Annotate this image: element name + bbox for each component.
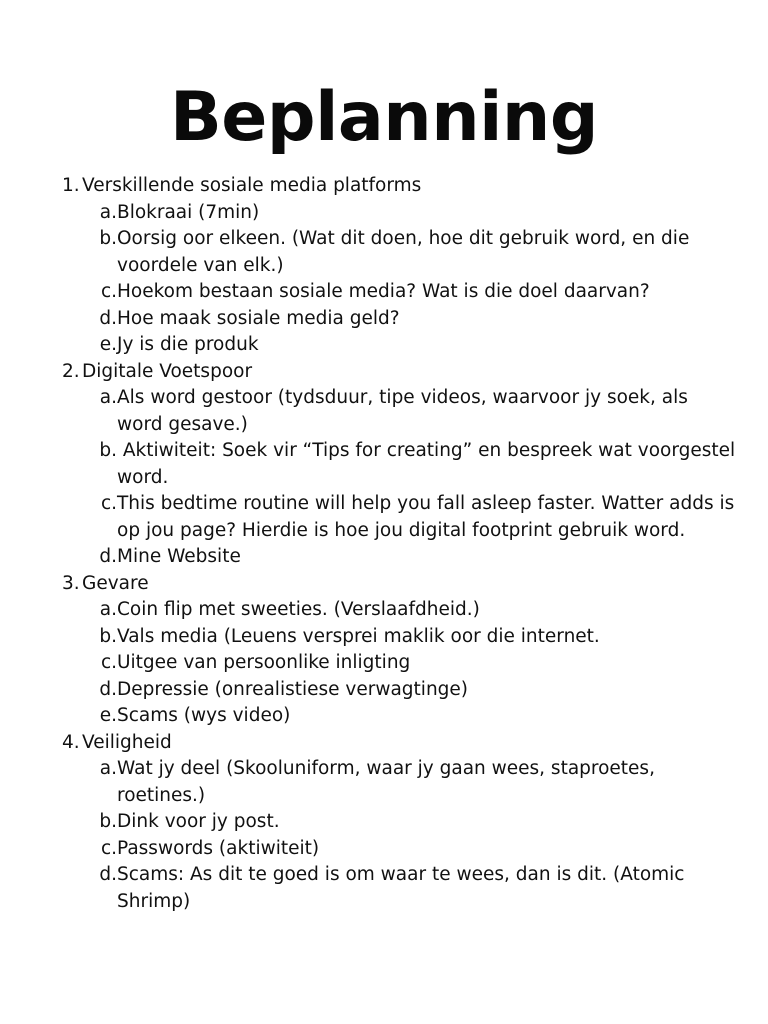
item-text: Scams (wys video) [117, 705, 291, 726]
item-text: Wat jy deel (Skooluniform, waar jy gaan wees, staproetes, roetines.) [117, 758, 655, 806]
item-letter: d. [99, 864, 117, 885]
item-text: Depressie (onrealistiese verwagtinge) [117, 678, 469, 700]
item-text: Jy is die produk [117, 334, 259, 355]
list-item [96, 703, 742, 730]
item-text: Uitgee van persoonlike inligting [117, 652, 411, 673]
item-letter: a. [99, 758, 117, 779]
list-item [96, 624, 742, 651]
list-item [96, 279, 742, 306]
list-item [96, 544, 742, 571]
section-label: Verskillende sosiale media platforms [82, 175, 422, 196]
item-text: Hoekom bestaan sosiale media? Wat is die doel daarvan? [117, 281, 650, 302]
item-text: Blokraai (7min) [117, 201, 260, 223]
item-text: Coin flip met sweeties. (Verslaafdheid.) [117, 599, 480, 620]
outline-section-3 [62, 571, 742, 730]
section-label: Digitale Voetspoor [82, 360, 253, 382]
item-text: This bedtime routine will help you fall asleep faster. Watter adds is op jou page? Hierdie is hoe jou digital footprint gebruik word. [117, 493, 735, 541]
item-letter: b. [99, 625, 117, 647]
list-item [96, 438, 742, 491]
outline-section-1 [62, 173, 742, 359]
item-letter: c. [100, 837, 117, 859]
list-item [96, 836, 742, 863]
item-text: Aktiwiteit: Soek vir “Tips for creating” en bespreek wat voorgestel word. [117, 440, 742, 488]
item-letter: a. [99, 387, 117, 408]
section-heading [62, 173, 742, 200]
section-number: 1. [62, 175, 80, 196]
item-text: Vals media (Leuens versprei maklik oor die internet. [117, 625, 600, 647]
sub-list [96, 200, 742, 359]
section-number: 4. [62, 731, 80, 753]
item-letter: e. [99, 334, 117, 355]
list-item [96, 809, 742, 836]
list-item [96, 862, 742, 915]
list-item [96, 385, 742, 438]
planning-outline [62, 173, 742, 915]
item-letter: e. [99, 705, 117, 726]
item-text: Hoe maak sosiale media geld? [117, 307, 400, 329]
section-heading [62, 359, 742, 386]
section-number: 2. [62, 360, 80, 382]
list-item [96, 332, 742, 359]
list-item [96, 677, 742, 704]
section-heading [62, 571, 742, 598]
sub-list [96, 597, 742, 730]
item-text: Dink voor jy post. [117, 811, 280, 832]
item-letter: a. [99, 599, 117, 620]
item-letter: c. [100, 281, 117, 302]
outline-section-2 [62, 359, 742, 571]
item-letter: d. [99, 307, 117, 329]
item-letter: c. [100, 493, 117, 514]
item-text: Scams: As dit te goed is om waar te wees, dan is dit. (Atomic Shrimp) [117, 864, 685, 912]
list-item [96, 597, 742, 624]
item-letter: c. [100, 652, 117, 673]
section-number: 3. [62, 572, 80, 594]
list-item [96, 200, 742, 227]
outline-section-4 [62, 730, 742, 916]
item-text: Oorsig oor elkeen. (Wat dit doen, hoe dit gebruik word, en die voordele van elk.) [117, 228, 690, 276]
item-letter: b. [99, 440, 117, 461]
item-letter: b. [99, 811, 117, 832]
item-letter: d. [99, 546, 117, 567]
item-letter: d. [99, 678, 117, 700]
list-item [96, 650, 742, 677]
list-item [96, 756, 742, 809]
list-item [96, 226, 742, 279]
item-letter: b. [99, 228, 117, 249]
list-item [96, 491, 742, 544]
item-text: Passwords (aktiwiteit) [117, 837, 320, 859]
list-item [96, 306, 742, 333]
item-text: Als word gestoor (tydsduur, tipe videos, waarvoor jy soek, als word gesave.) [117, 387, 688, 435]
item-letter: a. [99, 201, 117, 223]
section-heading [62, 730, 742, 757]
item-text: Mine Website [117, 546, 241, 567]
page-title: Beplanning [169, 78, 599, 157]
section-label: Veiligheid [82, 731, 172, 753]
sub-list [96, 756, 742, 915]
section-label: Gevare [82, 572, 149, 594]
sub-list [96, 385, 742, 571]
